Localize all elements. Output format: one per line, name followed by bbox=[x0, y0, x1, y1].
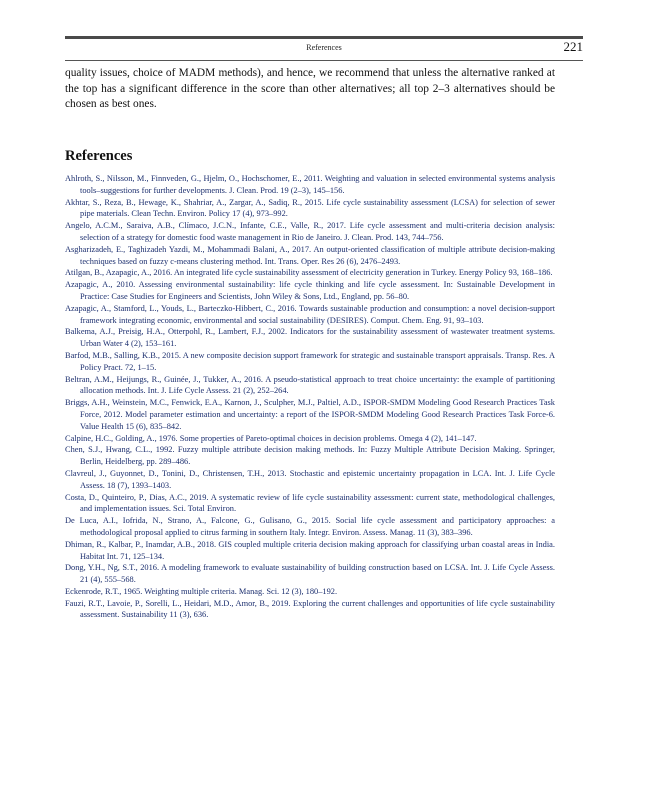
page-header bbox=[65, 39, 583, 59]
reference-item: Calpine, H.C., Golding, A., 1976. Some properties of Pareto-optimal choices in decision problems. Omega 4 (2), 141–147. bbox=[65, 433, 477, 443]
reference-item: Asgharizadeh, E., Taghizadeh Yazdi, M., Mohammadi Balani, A., 2017. An output-oriented classification of multiple attribute decision-making techniques based on fuzzy c-means clustering method. Int. Trans. Oper. Res 26 (6), 2476–2493. bbox=[65, 244, 555, 266]
reference-item: Ahlroth, S., Nilsson, M., Finnveden, G., Hjelm, O., Hochschomer, E., 2011. Weighting and valuation in selected environmental systems analysis tools–suggestions for further developments. J. Clean. Prod. 19 (2–3), 145–156. bbox=[65, 174, 555, 195]
header-rule bbox=[65, 60, 583, 61]
running-head: References bbox=[306, 43, 342, 52]
references-heading: References bbox=[65, 148, 133, 164]
reference-item: Azapagic, A., 2010. Assessing environmental sustainability: life cycle thinking and life cycle assessment. In: Sustainable Development in Practice: Case Studies for Engineers and Scientists, John Wiley & Sons, Ltd., England, pp. 56–80. bbox=[65, 280, 555, 301]
reference-item: Dhiman, R., Kalbar, P., Inamdar, A.B., 2018. GIS coupled multiple criteria decision making approach for classifying urban coastal areas in India. Habitat Int. 71, 125–134. bbox=[65, 539, 555, 561]
reference-item: Fauzi, R.T., Lavoie, P., Sorelli, L., Heidari, M.D., Amor, B., 2019. Exploring the current challenges and opportunities of life cycle sustainability assessment. Sustainability 11 (3), 636. bbox=[65, 598, 555, 620]
reference-item: Costa, D., Quinteiro, P., Dias, A.C., 2019. A systematic review of life cycle sustainability assessment: current state, methodological challenges, and implementation issues. Sci. Total Environ. bbox=[65, 492, 555, 514]
page-number: 221 bbox=[563, 39, 583, 54]
reference-item: Balkema, A.J., Preisig, H.A., Otterpohl, R., Lambert, F.J., 2002. Indicators for the sustainability assessment of wastewater treatment systems. Urban Water 4 (2), 153–161. bbox=[65, 327, 555, 349]
reference-item: Barfod, M.B., Salling, K.B., 2015. A new composite decision support framework for strategic and sustainable transport appraisals. Transp. Res. A Policy Pract. 72, 1–15. bbox=[65, 350, 555, 372]
reference-item: Angelo, A.C.M., Saraiva, A.B., Clímaco, J.C.N., Infante, C.E., Valle, R., 2017. Life cycle assessment and multi-criteria decision analysis: selection of a strategy for domestic food waste management in Rio de Janeiro. J. Clean. Prod. 143, 744–756. bbox=[65, 221, 555, 242]
reference-item: Azapagic, A., Stamford, L., Youds, L., Barteczko-Hibbert, C., 2016. Towards sustainable production and consumption: a novel decision-support framework integrating economic, environmental and social sustainability (DESIRES). Comput. Chem. Eng. 91, 93–103. bbox=[65, 303, 555, 325]
reference-item: Akhtar, S., Reza, B., Hewage, K., Shahriar, A., Zargar, A., Sadiq, R., 2015. Life cycle sustainability assessment (LCSA) for selection of sewer pipe materials. Clean Techn. Environ. Policy 17 (4), 973–992. bbox=[65, 197, 555, 219]
reference-item: Dong, Y.H., Ng, S.T., 2016. A modeling framework to evaluate sustainability of building construction based on LCSA. Int. J. Life Cycle Assess. 21 (4), 555–568. bbox=[65, 563, 555, 585]
intro-paragraph: quality issues, choice of MADM methods), and hence, we recommend that unless the alternative ranked at the top has a significant difference in the score than other alternatives; all top 2–3 alternatives should be chosen as best ones. bbox=[65, 67, 555, 111]
reference-item: Atilgan, B., Azapagic, A., 2016. An integrated life cycle sustainability assessment of electricity generation in Turkey. Energy Policy 93, 168–186. bbox=[65, 268, 553, 278]
reference-item: Chen, S.J., Hwang, C.L., 1992. Fuzzy multiple attribute decision making methods. In: Fuzzy Multiple Attribute Decision Making. Springer, Berlin, Heidelberg, pp. 289–486. bbox=[65, 445, 555, 467]
reference-item: Briggs, A.H., Weinstein, M.C., Fenwick, E.A., Karnon, J., Sculpher, M.J., Paltiel, A.D., ISPOR-SMDM Modeling Good Research Practices Task Force, 2012. Model parameter estimation and uncertainty: a report of the ISPOR-SMDM Modeling Good Research Practices Task Force-6. Value Health 15 (6), 835–842. bbox=[65, 398, 555, 431]
reference-item: Eckenrode, R.T., 1965. Weighting multiple criteria. Manag. Sci. 12 (3), 180–192. bbox=[65, 586, 338, 596]
reference-item: De Luca, A.I., Iofrida, N., Strano, A., Falcone, G., Gulisano, G., 2015. Social life cycle assessment and participatory approaches: a methodological proposal applied to citrus farming in southern Italy. Integr. Environ. Assess. Manag. 11 (3), 383–396. bbox=[65, 516, 555, 537]
reference-item: Beltran, A.M., Heijungs, R., Guinée, J., Tukker, A., 2016. A pseudo-statistical approach to treat choice uncertainty: the example of partitioning allocation methods. Int. J. Life Cycle Assess. 21 (2), 252–264. bbox=[65, 374, 555, 396]
reference-item: Clavreul, J., Guyonnet, D., Tonini, D., Christensen, T.H., 2013. Stochastic and epistemic uncertainty propagation in LCA. Int. J. Life Cycle Assess. 18 (7), 1393–1403. bbox=[65, 468, 555, 490]
reference-list bbox=[65, 173, 555, 621]
